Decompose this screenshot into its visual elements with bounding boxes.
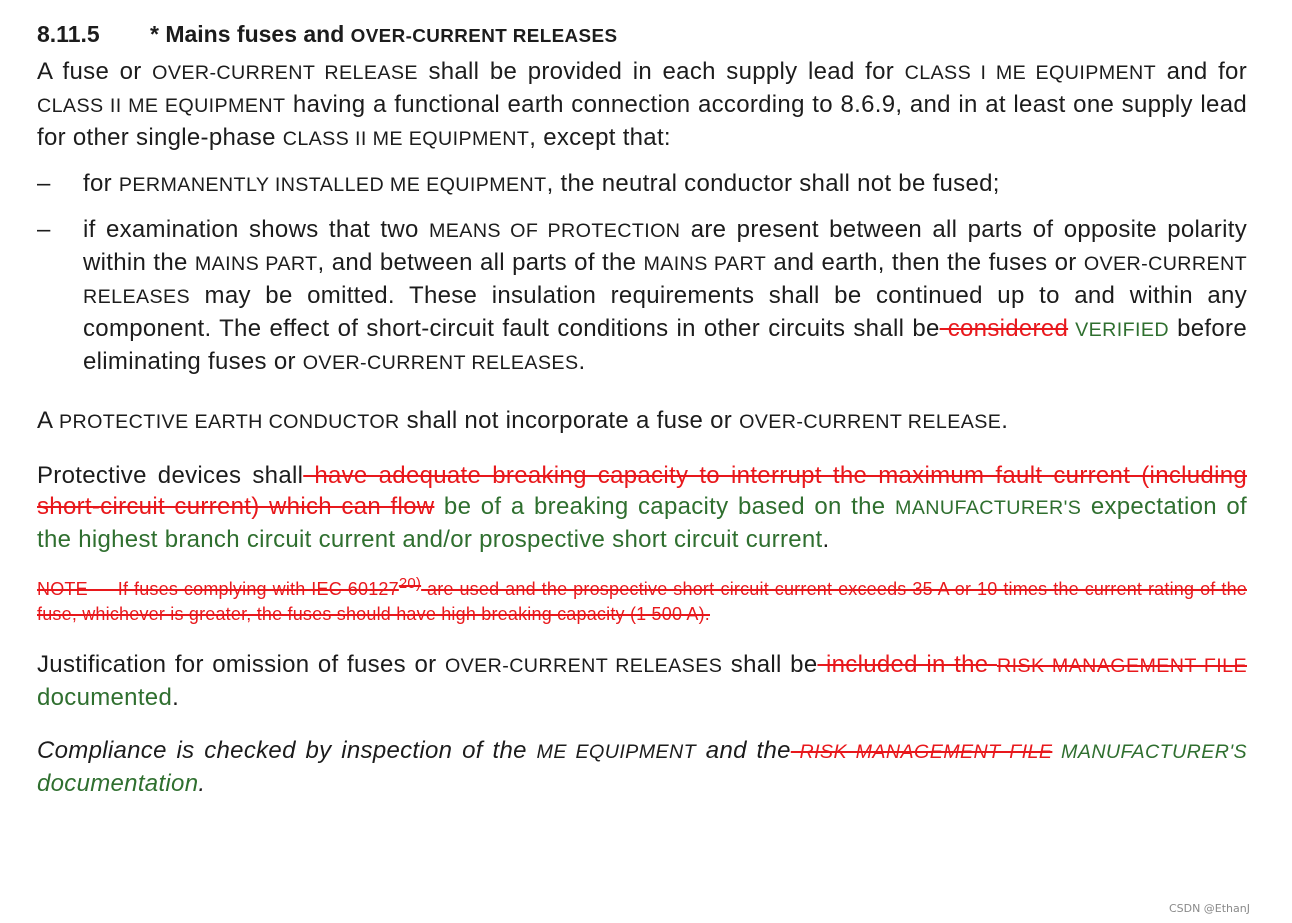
text: and for — [1156, 58, 1247, 85]
paragraph-compliance — [37, 735, 1247, 799]
term: MEANS OF PROTECTION — [429, 220, 681, 242]
term: CLASS II ME EQUIPMENT — [37, 95, 286, 117]
exception-list — [37, 168, 1247, 379]
paragraph-fuse-requirement — [37, 56, 1247, 155]
text: are present between all parts of opposite polarity within the — [83, 216, 1247, 276]
term: OVER-CURRENT RELEASES — [444, 655, 723, 677]
dash-bullet: – — [37, 216, 51, 243]
inserted-text: VERIFIED — [1068, 319, 1170, 341]
inserted-text: be of a breaking capacity based on the — [434, 493, 895, 520]
deleted-term: RISK MANAGEMENT FILE — [790, 741, 1053, 763]
text: having a functional earth connection according to 8.6.9, and in at least one supply lead for other single-phase — [37, 91, 1247, 151]
term: OVER-CURRENT RELEASES — [302, 352, 579, 374]
term: OVER-CURRENT RELEASE — [152, 62, 418, 84]
footnote-ref: 20) — [398, 575, 422, 592]
list-item — [37, 214, 1247, 379]
section-heading — [37, 14, 1247, 56]
section-title-smallcaps: OVER-CURRENT RELEASES — [350, 25, 618, 46]
deleted-text: have adequate breaking capacity to interrupt the maximum fault current (including short-circuit current) which can flow — [37, 462, 1247, 520]
term: MAINS PART — [643, 253, 767, 275]
text: . — [822, 526, 830, 553]
dash-bullet: – — [37, 170, 51, 197]
section-title: Mains fuses and — [165, 21, 351, 47]
note-text: NOTE — If fuses complying with IEC 60127 — [37, 579, 399, 599]
text: A — [37, 407, 59, 434]
inserted-text: expectation of the highest branch circuit current and/or prospective short circuit current — [37, 493, 1247, 553]
text: . — [578, 348, 586, 375]
term: OVER-CURRENT RELEASE — [739, 411, 1002, 433]
deleted-term: RISK MANAGEMENT FILE — [996, 655, 1247, 677]
text: and earth, then the fuses or — [766, 249, 1084, 276]
document-page — [37, 14, 1247, 799]
text: . — [198, 770, 206, 797]
inserted-term: MANUFACTURER'S — [1052, 741, 1247, 763]
term: ME EQUIPMENT — [536, 741, 697, 763]
section-star: * — [150, 21, 159, 47]
text: Justification for omission of fuses or — [37, 651, 445, 678]
paragraph-protective-devices — [37, 460, 1247, 555]
paragraph-justification — [37, 649, 1247, 713]
text: if examination shows that two — [83, 216, 430, 243]
text: before eliminating fuses or — [83, 315, 1247, 375]
list-item — [37, 168, 1247, 201]
text: shall be provided in each supply lead for — [417, 58, 905, 85]
term: PROTECTIVE EARTH CONDUCTOR — [58, 411, 400, 433]
watermark: CSDN @EthanJ — [1168, 902, 1250, 915]
text: . — [172, 684, 180, 711]
text: A fuse or — [37, 58, 153, 85]
note-text: are used and the prospective short-circuit current exceeds 35 A or 10 times the current rating of the fuse, whichever is greater, the fuses should have high breaking capacity (1 500 A). — [37, 579, 1247, 624]
text: , and between all parts of the — [317, 249, 644, 276]
text: Protective devices shall — [37, 462, 304, 489]
text: , except that: — [529, 124, 671, 151]
section-number: 8.11.5 — [37, 21, 100, 47]
term: PERMANENTLY INSTALLED ME EQUIPMENT — [118, 174, 547, 196]
text: shall not incorporate a fuse or — [399, 407, 740, 434]
term: CLASS II ME EQUIPMENT — [282, 128, 530, 150]
inserted-text: documented — [37, 684, 173, 711]
text: may be omitted. These insulation requirements shall be continued up to and within any component. The effect of short-circuit fault conditions in other circuits shall be — [83, 282, 1247, 342]
text: and the — [696, 737, 791, 764]
text: for — [83, 170, 119, 197]
text: shall be — [722, 651, 818, 678]
text: . — [1001, 407, 1009, 434]
inserted-text: documentation — [37, 770, 199, 797]
term: OVER-CURRENT RELEASES — [83, 253, 1248, 308]
deleted-text: included in the — [817, 651, 997, 678]
text: , the neutral conductor shall not be fused; — [546, 170, 1000, 197]
term: CLASS I ME EQUIPMENT — [904, 62, 1157, 84]
text: Compliance is checked by inspection of the — [37, 737, 537, 764]
term: MAINS PART — [194, 253, 318, 275]
note-deleted — [37, 577, 1247, 627]
deleted-text: considered — [939, 315, 1069, 342]
paragraph-protective-earth — [37, 405, 1247, 438]
inserted-term: MANUFACTURER'S — [894, 497, 1082, 519]
